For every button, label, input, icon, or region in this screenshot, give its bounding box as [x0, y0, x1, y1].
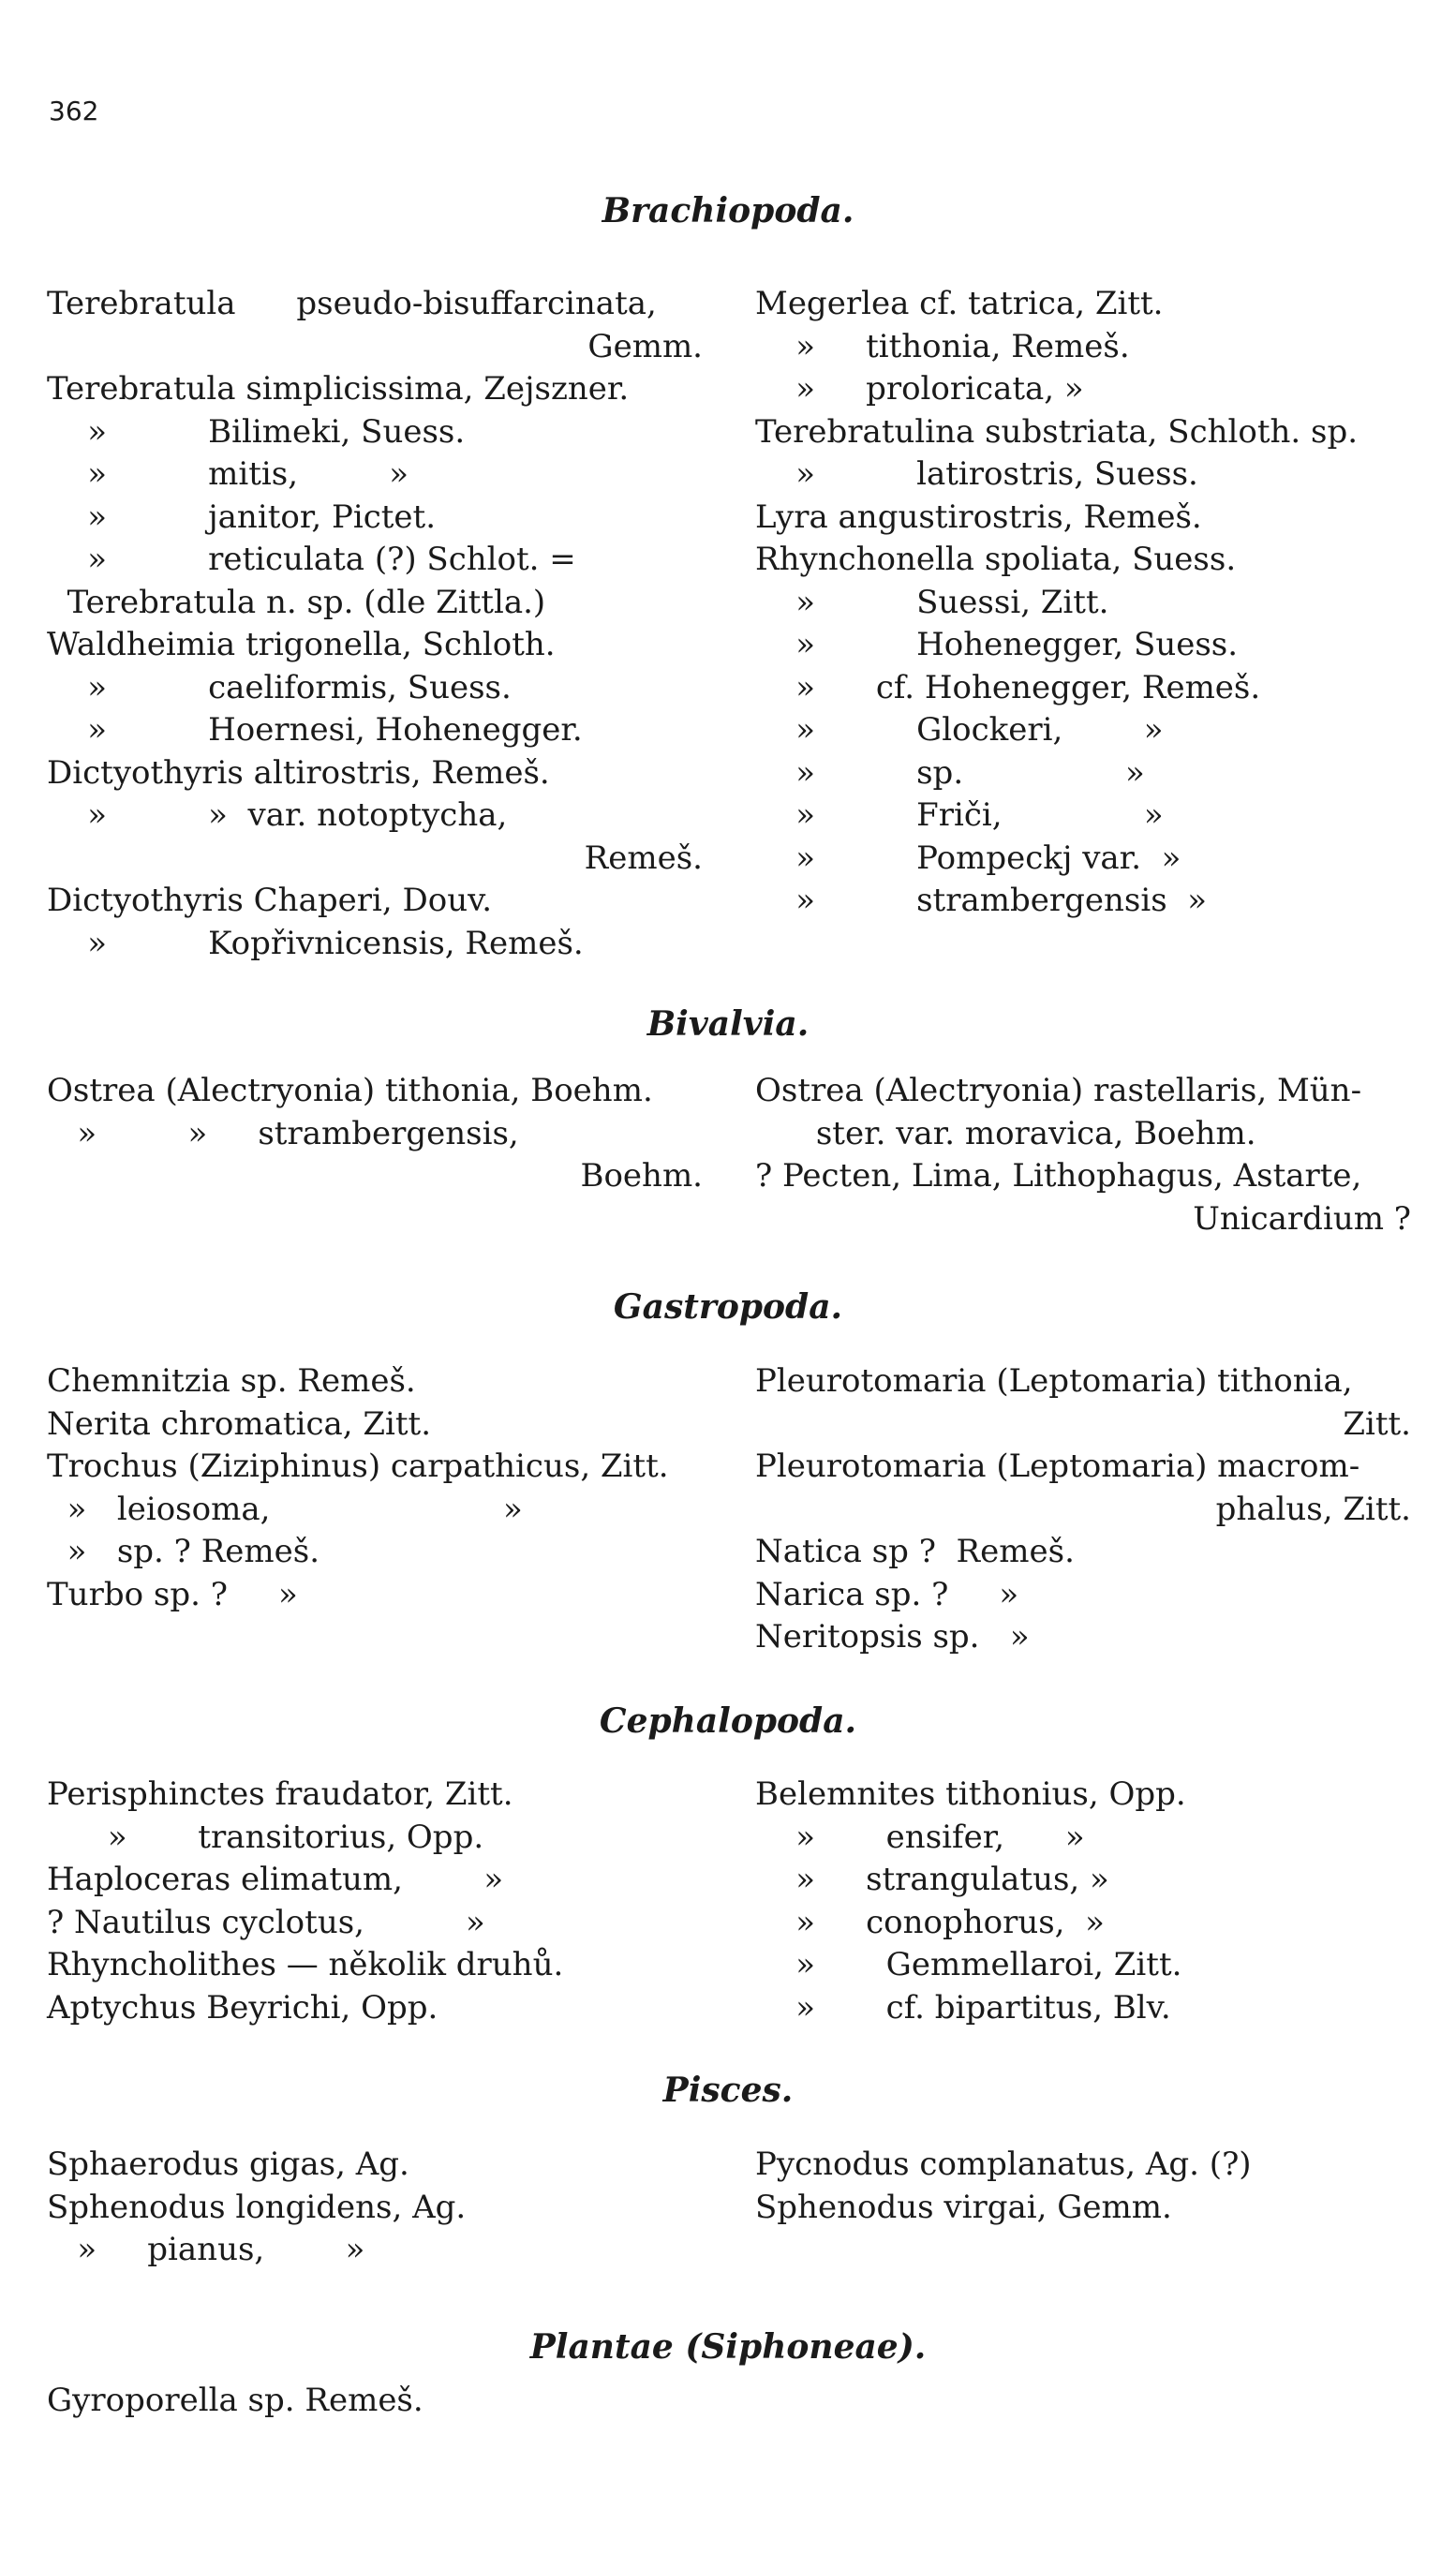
cephalopoda-right-column — [755, 1774, 1420, 2029]
gastropoda-right-entry: Pleurotomaria (Leptomaria) macrom- — [755, 1448, 1360, 1485]
pisces-left-entry: Sphenodus longidens, Ag. — [47, 2188, 467, 2226]
bivalvia-left-entry: Boehm. — [580, 1157, 703, 1195]
gastropoda-left-entry: Nerita chromatica, Zitt. — [47, 1404, 432, 1443]
brachiopoda-right-entry: » Suessi, Zitt. — [755, 583, 1109, 621]
heading-brachiopoda: Brachiopoda. — [602, 191, 854, 230]
heading-pisces: Pisces. — [662, 2071, 794, 2110]
brachiopoda-left-entry: Waldheimia trigonella, Schloth. — [47, 626, 556, 663]
gastropoda-left-entry: Chemnitzia sp. Remeš. — [47, 1362, 416, 1400]
brachiopoda-right-entry: » proloricata, » — [755, 370, 1084, 408]
heading-bivalvia: Bivalvia. — [646, 1004, 810, 1044]
brachiopoda-left-entry: Terebratula pseudo-bisuffarcinata, — [47, 285, 657, 322]
brachiopoda-left-entry: Dictyothyris altirostris, Remeš. — [47, 753, 550, 792]
brachiopoda-right-entry: » tithonia, Remeš. — [755, 327, 1130, 365]
cephalopoda-left-entry: Haploceras elimatum, » — [47, 1861, 504, 1898]
gastropoda-right-entry: Narica sp. ? » — [755, 1575, 1019, 1613]
heading-plantae: Plantae (Siphoneae). — [529, 2327, 927, 2367]
brachiopoda-right-entry: » Hohenegger, Suess. — [755, 626, 1239, 663]
plantae-left-entry: Gyroporella sp. Remeš. — [47, 2382, 423, 2419]
brachiopoda-left-entry: » Bilimeki, Suess. — [47, 412, 466, 451]
bivalvia-right-column — [755, 1070, 1420, 1240]
brachiopoda-left-entry: » reticulata (?) Schlot. = — [47, 541, 576, 578]
brachiopoda-right-entry: » Pompeckj var. » — [755, 839, 1181, 877]
cephalopoda-left-entry: » transitorius, Opp. — [47, 1818, 484, 1856]
cephalopoda-left-entry: ? Nautilus cyclotus, » — [47, 1903, 485, 1941]
cephalopoda-right-entry: Belemnites tithonius, Opp. — [755, 1775, 1186, 1813]
brachiopoda-right-entry: » cf. Hohenegger, Remeš. — [755, 668, 1261, 706]
brachiopoda-left-entry: » » var. notoptycha, — [47, 796, 508, 834]
gastropoda-right-column — [755, 1360, 1420, 1659]
brachiopoda-left-entry: » mitis, » — [47, 455, 409, 493]
brachiopoda-left-entry: » janitor, Pictet. — [47, 497, 437, 536]
cephalopoda-right-entry: » Gemmellaroi, Zitt. — [755, 1946, 1182, 1983]
bivalvia-left-entry: Ostrea (Alectryonia) tithonia, Boehm. — [47, 1072, 653, 1109]
brachiopoda-left-entry: Terebratula simplicissima, Zejszner. — [47, 370, 630, 408]
gastropoda-right-entry: Zitt. — [1343, 1404, 1411, 1443]
gastropoda-left-column — [47, 1360, 712, 1616]
pisces-left-column — [47, 2144, 712, 2272]
cephalopoda-right-entry: » conophorus, » — [755, 1903, 1105, 1941]
brachiopoda-right-entry: » strambergensis » — [755, 882, 1208, 919]
cephalopoda-left-entry: Rhyncholithes — několik druhů. — [47, 1946, 564, 1983]
pisces-left-entry: » pianus, » — [47, 2231, 365, 2268]
gastropoda-right-entry: Natica sp ? Remeš. — [755, 1533, 1075, 1570]
bivalvia-right-entry: Ostrea (Alectryonia) rastellaris, Mün- — [755, 1072, 1362, 1109]
brachiopoda-right-entry: » Glockeri, » — [755, 711, 1164, 749]
brachiopoda-left-entry: Terebratula n. sp. (dle Zittla.) — [47, 583, 546, 621]
gastropoda-right-entry: phalus, Zitt. — [1215, 1490, 1411, 1528]
brachiopoda-right-entry: Terebratulina substriata, Schloth. sp. — [755, 412, 1359, 451]
cephalopoda-right-entry: » cf. bipartitus, Blv. — [755, 1988, 1171, 2027]
cephalopoda-right-entry: » ensifer, » — [755, 1818, 1085, 1856]
gastropoda-left-entry: » leiosoma, » — [47, 1490, 523, 1528]
brachiopoda-right-entry: » sp. » — [755, 753, 1145, 792]
cephalopoda-left-column — [47, 1774, 712, 2029]
plantae-left-column — [47, 2380, 712, 2423]
heading-cephalopoda: Cephalopoda. — [599, 1701, 857, 1741]
heading-gastropoda: Gastropoda. — [613, 1287, 843, 1327]
bivalvia-right-entry: Unicardium ? — [1193, 1199, 1411, 1238]
brachiopoda-left-entry: Gemm. — [587, 327, 703, 365]
pisces-left-entry: Sphaerodus gigas, Ag. — [47, 2146, 409, 2183]
bivalvia-left-column — [47, 1070, 712, 1198]
gastropoda-right-entry: Neritopsis sp. » — [755, 1618, 1030, 1656]
brachiopoda-right-entry: Rhynchonella spoliata, Suess. — [755, 541, 1237, 578]
gastropoda-left-entry: Trochus (Ziziphinus) carpathicus, Zitt. — [47, 1448, 669, 1485]
cephalopoda-left-entry: Aptychus Beyrichi, Opp. — [47, 1988, 438, 2027]
brachiopoda-left-column — [47, 283, 712, 965]
gastropoda-left-entry: Turbo sp. ? » — [47, 1575, 298, 1613]
cephalopoda-right-entry: » strangulatus, » — [755, 1861, 1109, 1898]
bivalvia-left-entry: » » strambergensis, — [47, 1114, 519, 1152]
brachiopoda-right-entry: » latirostris, Suess. — [755, 455, 1198, 493]
brachiopoda-right-column — [755, 283, 1420, 923]
brachiopoda-right-entry: Megerlea cf. tatrica, Zitt. — [755, 285, 1164, 322]
bivalvia-right-entry: ? Pecten, Lima, Lithophagus, Astarte, — [755, 1157, 1362, 1195]
brachiopoda-right-entry: Lyra angustirostris, Remeš. — [755, 497, 1202, 536]
brachiopoda-left-entry: Dictyothyris Chaperi, Douv. — [47, 882, 493, 919]
gastropoda-left-entry: » sp. ? Remeš. — [47, 1533, 320, 1570]
pisces-right-column — [755, 2144, 1420, 2229]
brachiopoda-left-entry: » Kopřivnicensis, Remeš. — [47, 924, 584, 962]
brachiopoda-left-entry: Remeš. — [584, 839, 703, 877]
brachiopoda-left-entry: » Hoernesi, Hohenegger. — [47, 711, 583, 749]
pisces-right-entry: Pycnodus complanatus, Ag. (?) — [755, 2146, 1252, 2183]
gastropoda-right-entry: Pleurotomaria (Leptomaria) tithonia, — [755, 1362, 1353, 1400]
page-number: 362 — [49, 96, 99, 126]
pisces-right-entry: Sphenodus virgai, Gemm. — [755, 2188, 1172, 2226]
brachiopoda-left-entry: » caeliformis, Suess. — [47, 668, 512, 706]
cephalopoda-left-entry: Perisphinctes fraudator, Zitt. — [47, 1775, 513, 1813]
bivalvia-right-entry: ster. var. moravica, Boehm. — [755, 1114, 1256, 1152]
brachiopoda-right-entry: » Friči, » — [755, 796, 1164, 834]
